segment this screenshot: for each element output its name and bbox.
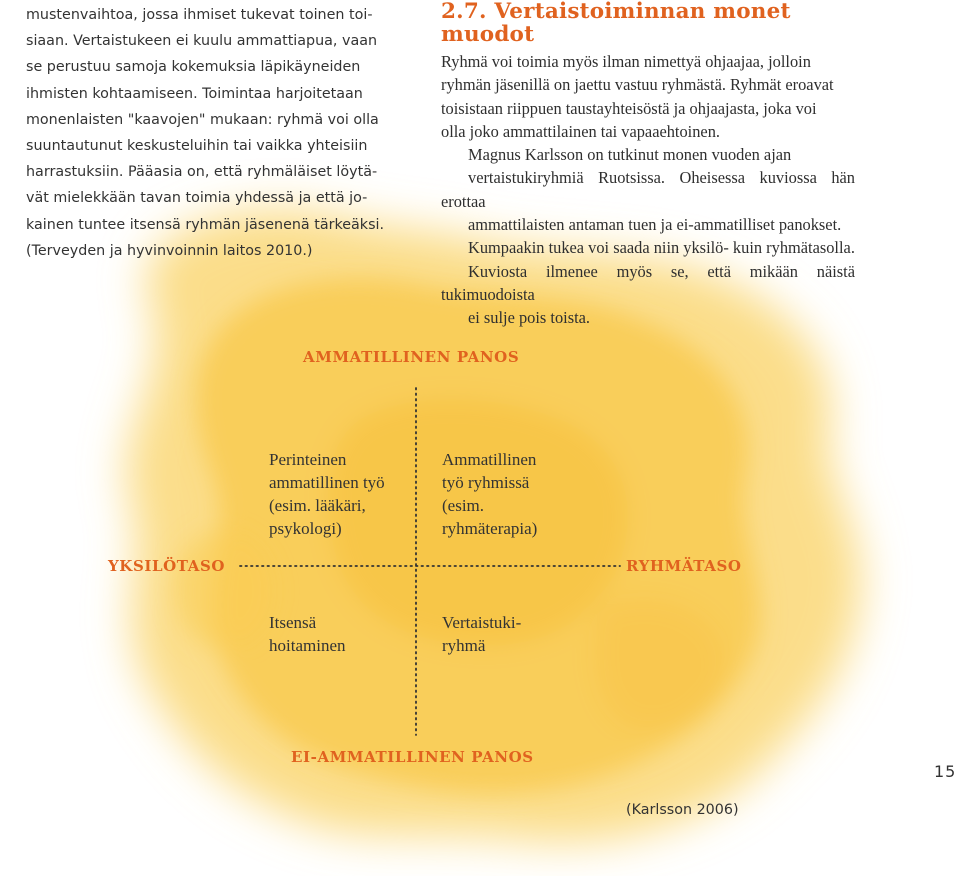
quadrant-bottom-right-line-1: Vertaistuki-	[442, 613, 522, 632]
left-text-line-1: mustenvaihtoa, jossa ihmiset tukevat toinen toi-	[26, 7, 373, 23]
quadrant-top-left	[269, 448, 385, 540]
paragraph-1	[441, 50, 855, 143]
quadrant-bottom-right	[442, 611, 521, 657]
quadrant-top-right-line-1: Ammatillinen	[442, 450, 537, 469]
paragraph-1-line-3: toisistaan riippuen taustayhteisöstä ja ohjaajasta, joka voi	[441, 98, 817, 118]
paragraph-1-line-1: Ryhmä voi toimia myös ilman nimettyä ohjaajaa, jolloin	[441, 52, 811, 71]
paragraph-2-line-5: Kuviosta ilmenee myös se, että mikään näistä tukimuodoista	[441, 261, 855, 304]
page-number: 15	[934, 762, 957, 781]
figure-source: (Karlsson 2006)	[626, 802, 739, 818]
body-text-left-column	[26, 2, 414, 264]
section-heading-line-1: 2.7. Vertaistoiminnan monet	[441, 0, 791, 24]
left-text-line-4: ihmisten kohtaamiseen. Toimintaa harjoitetaan	[26, 85, 363, 102]
paragraph-2-line-2: vertaistukiryhmiä Ruotsissa. Oheisessa kuviossa hän erottaa	[441, 168, 855, 211]
left-text-line-10: (Terveyden ja hyvinvoinnin laitos 2010.)	[26, 242, 313, 259]
section-2-7	[441, 0, 855, 330]
label-ammatillinen-panos: AMMATILLINEN PANOS	[303, 348, 520, 366]
quadrant-bottom-left-line-1: Itsensä	[269, 613, 317, 632]
section-heading-line-2: muodot	[441, 22, 535, 47]
label-ryhmataso: RYHMÄTASO	[626, 557, 742, 575]
paragraph-1-line-2: ryhmän jäsenillä on jaettu vastuu ryhmästä. Ryhmät eroavat	[441, 75, 834, 95]
left-text-line-3: se perustuu samoja kokemuksia läpikäyneiden	[26, 59, 361, 76]
quadrant-bottom-left-line-2: hoitaminen	[269, 636, 346, 655]
quadrant-top-right-line-3: (esim.	[442, 496, 485, 515]
quadrant-top-right-line-4: ryhmäterapia)	[442, 519, 538, 538]
quadrant-top-right-line-2: työ ryhmissä	[442, 473, 530, 492]
quadrant-top-left-line-4: psykologi)	[269, 519, 342, 538]
left-text-line-7: harrastuksiin. Pääasia on, että ryhmäläiset löytä-	[26, 164, 378, 181]
quadrant-bottom-left	[269, 611, 345, 657]
label-yksilotaso: YKSILÖTASO	[108, 557, 226, 575]
paragraph-2-line-4: Kumpaakin tukea voi saada niin yksilö- kuin ryhmätasolla.	[468, 238, 855, 258]
quadrant-bottom-right-line-2: ryhmä	[442, 636, 486, 655]
left-text-line-9: kainen tuntee itsensä ryhmän jäsenenä tärkeäksi.	[26, 216, 385, 233]
quadrant-top-right	[442, 448, 537, 540]
paragraph-2-line-3: ammattilaisten antaman tuen ja ei-ammatilliset panokset.	[468, 215, 842, 235]
paragraph-2-line-6: ei sulje pois toista.	[468, 308, 591, 328]
label-ei-ammatillinen-panos: EI-AMMATILLINEN PANOS	[291, 748, 534, 766]
paragraph-2	[441, 143, 855, 329]
section-heading	[441, 0, 855, 46]
left-text-line-6: suuntautunut keskusteluihin tai vaikka yhteisiin	[26, 138, 368, 155]
quadrant-top-left-line-1: Perinteinen	[269, 450, 347, 469]
quadrant-top-left-line-2: ammatillinen työ	[269, 473, 385, 492]
paragraph-1-line-4: olla joko ammattilainen tai vapaaehtoinen.	[441, 121, 721, 141]
left-text-line-2: siaan. Vertaistukeen ei kuulu ammattiapua, vaan	[26, 33, 378, 50]
paragraph-2-line-1: Magnus Karlsson on tutkinut monen vuoden ajan	[468, 145, 792, 165]
left-text-line-8: vät mielekkään tavan toimia yhdessä ja että jo-	[26, 190, 368, 207]
left-text-line-5: monenlaisten "kaavojen" mukaan: ryhmä voi olla	[26, 111, 379, 128]
quadrant-top-left-line-3: (esim. lääkäri,	[269, 496, 366, 515]
